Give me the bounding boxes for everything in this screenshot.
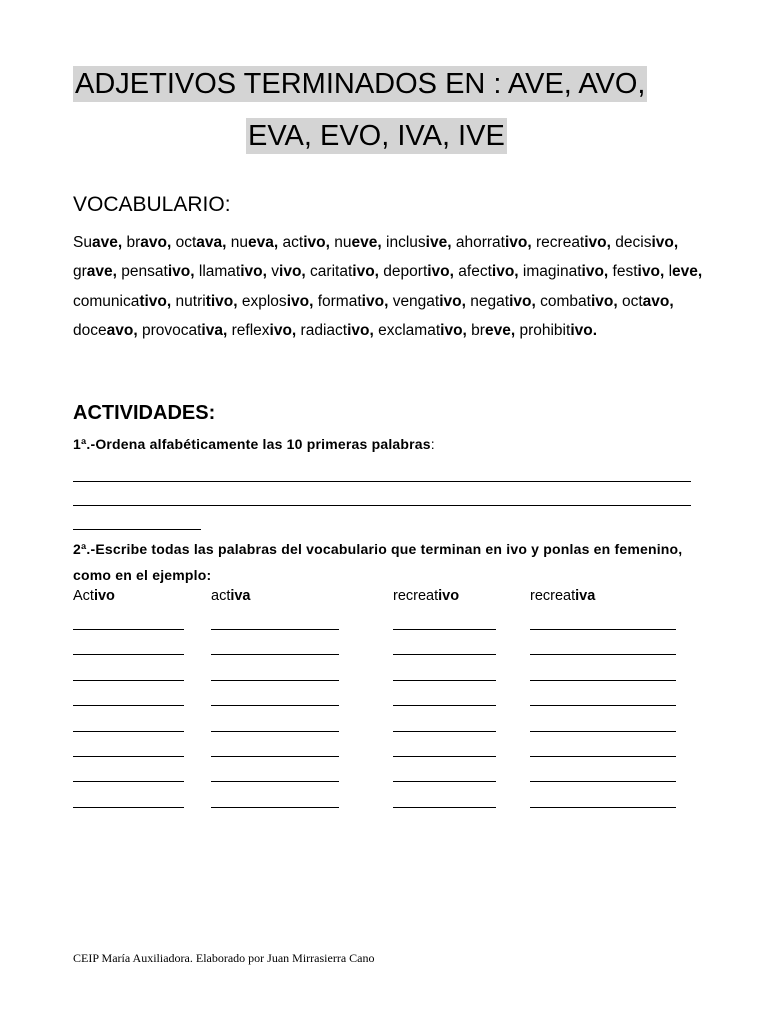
word-stem: ahorrat (455, 234, 505, 251)
answer-line[interactable] (73, 505, 691, 506)
vocabulary-heading: VOCABULARIO: (73, 193, 231, 216)
vocabulary-word (456, 234, 528, 251)
word-separator: , (462, 321, 472, 339)
word-ending: ivo (167, 263, 191, 281)
word-stem: explos (241, 292, 287, 310)
word-ending: ivo (584, 234, 607, 251)
vocabulary-word (615, 234, 674, 251)
vocabulary-word (669, 263, 698, 280)
word-stem: radiact (300, 321, 348, 339)
answer-blank[interactable] (530, 807, 676, 808)
word-stem: pensat (121, 263, 168, 281)
answer-blank[interactable] (73, 807, 184, 808)
word-ending: ave (91, 234, 118, 251)
word-ending: avo (642, 292, 670, 310)
vocabulary-word (73, 322, 133, 339)
example-ending: iva (575, 588, 596, 604)
word-stem: br (126, 234, 141, 251)
vocabulary-word (73, 293, 167, 310)
word-separator: , (659, 263, 669, 281)
word-stem: nu (334, 234, 352, 251)
answer-blank[interactable] (530, 756, 676, 757)
word-ending: ivo (361, 292, 385, 310)
word-separator: , (669, 292, 674, 310)
word-ending: ivo (581, 263, 604, 281)
word-stem: doce (73, 321, 107, 339)
vocabulary-word (378, 322, 462, 339)
word-stem: afect (458, 263, 492, 281)
word-stem: comunica (73, 292, 140, 310)
word-separator: , (222, 321, 232, 339)
vocabulary-word (73, 234, 118, 251)
example-stem: recreat (530, 588, 576, 604)
answer-blank[interactable] (393, 781, 496, 782)
answer-blank[interactable] (211, 629, 339, 630)
word-ending: ivo (637, 263, 660, 281)
word-stem: br (471, 321, 485, 339)
example-ending: iva (230, 588, 251, 604)
answer-blank[interactable] (530, 705, 676, 706)
answer-blank[interactable] (211, 705, 339, 706)
answer-blank[interactable] (393, 680, 496, 681)
word-ending: ivo (352, 263, 375, 281)
word-separator: , (697, 263, 703, 281)
word-separator: , (133, 321, 142, 339)
answer-blank[interactable] (530, 731, 676, 732)
word-separator: , (510, 321, 520, 339)
word-separator: , (325, 234, 335, 251)
question-1-text: 1ª.-Ordena alfabéticamente las 10 primeras palabras (73, 436, 431, 452)
word-separator: , (514, 263, 523, 281)
word-stem: vengat (392, 292, 440, 310)
example-word-masculine-1 (73, 588, 115, 604)
vocabulary-word (386, 234, 447, 251)
word-separator: , (384, 292, 393, 310)
answer-blank[interactable] (73, 756, 184, 757)
word-ending: ivo (347, 321, 370, 339)
vocabulary-word (471, 322, 511, 339)
vocabulary-word (232, 322, 292, 339)
answer-blank[interactable] (530, 629, 676, 630)
word-stem: format (317, 292, 362, 310)
vocabulary-word (523, 263, 604, 280)
vocabulary-word (540, 293, 613, 310)
word-stem: recreat (536, 234, 585, 251)
example-stem: Act (73, 588, 94, 604)
word-ending: eve (484, 321, 511, 339)
answer-blank[interactable] (73, 731, 184, 732)
word-ending: eve (351, 234, 378, 251)
word-ending: ivo (504, 234, 528, 251)
word-ending: ivo (440, 321, 463, 339)
vocabulary-word (176, 293, 234, 310)
word-ending: ivo (651, 234, 674, 251)
answer-blank[interactable] (393, 654, 496, 655)
answer-blank[interactable] (393, 807, 496, 808)
vocabulary-word (242, 293, 309, 310)
answer-blank[interactable] (73, 654, 184, 655)
word-separator: , (377, 234, 387, 251)
answer-line[interactable] (73, 481, 691, 482)
word-separator: , (447, 234, 456, 251)
word-stem: decis (615, 234, 652, 251)
word-separator: , (262, 263, 272, 281)
word-ending: iva (201, 321, 223, 339)
question-1-colon: : (430, 436, 435, 452)
vocabulary-word (199, 263, 263, 280)
example-word-feminine-1 (211, 588, 251, 604)
word-ending: ive (425, 234, 448, 251)
word-separator: , (613, 292, 622, 310)
vocabulary-word (301, 322, 370, 339)
word-separator: , (374, 263, 384, 281)
word-ending: ivo (509, 292, 532, 310)
word-separator: . (592, 321, 598, 339)
answer-blank[interactable] (393, 705, 496, 706)
answer-blank[interactable] (73, 705, 184, 706)
word-separator: , (449, 263, 459, 281)
word-ending: ivo (427, 263, 450, 281)
example-stem: act (211, 588, 231, 604)
word-separator: , (117, 234, 127, 251)
title-line-2: EVA, EVO, IVA, IVE (248, 120, 505, 152)
vocabulary-word (519, 322, 592, 339)
word-ending: avo (140, 234, 167, 251)
word-ending: ivo (491, 263, 515, 281)
vocabulary-word (142, 322, 223, 339)
word-stem: gr (73, 263, 87, 281)
word-separator: , (112, 263, 122, 281)
word-separator: , (531, 292, 541, 310)
word-ending: ivo (240, 263, 263, 281)
answer-blank[interactable] (530, 680, 676, 681)
word-ending: tivo (139, 292, 167, 310)
word-separator: , (527, 234, 536, 251)
word-stem: combat (540, 292, 591, 310)
answer-blank[interactable] (211, 680, 339, 681)
word-stem: fest (612, 263, 638, 281)
activities-heading: ACTIVIDADES: (73, 402, 216, 424)
word-stem: nutri (175, 292, 206, 310)
vocabulary-word (613, 263, 660, 280)
word-ending: ivo (279, 263, 302, 281)
word-stem: v (271, 263, 280, 281)
vocabulary-word (176, 234, 223, 251)
word-stem: llamat (198, 263, 241, 281)
answer-blank[interactable] (211, 756, 339, 757)
word-separator: , (461, 292, 471, 310)
answer-blank[interactable] (73, 680, 184, 681)
vocabulary-word (536, 234, 607, 251)
answer-blank[interactable] (530, 781, 676, 782)
word-stem: exclamat (378, 321, 441, 339)
vocabulary-word (310, 263, 375, 280)
word-separator: , (222, 234, 231, 251)
word-ending: eva (248, 234, 274, 251)
vocabulary-word (283, 234, 326, 251)
answer-blank[interactable] (211, 807, 339, 808)
word-separator: , (166, 234, 176, 251)
word-stem: imaginat (522, 263, 582, 281)
word-stem: oct (621, 292, 643, 310)
example-ending: ivo (93, 588, 115, 604)
word-ending: eve (672, 263, 698, 281)
word-ending: ivo (303, 234, 326, 251)
word-stem: provocat (141, 321, 202, 339)
vocabulary-word-list (73, 228, 703, 345)
word-separator: , (369, 321, 379, 339)
word-stem: Su (73, 234, 92, 251)
question-1 (73, 436, 435, 452)
word-separator: , (273, 234, 283, 251)
question-2: 2ª.-Escribe todas las palabras del vocabulario que terminan en ivo y ponlas en femenino, como en el ejemplo: (73, 541, 683, 583)
word-separator: , (291, 321, 301, 339)
word-separator: , (166, 292, 176, 310)
title-line-1: ADJETIVOS TERMINADOS EN : AVE, AVO, (75, 68, 646, 100)
word-separator: , (603, 263, 613, 281)
vocabulary-word (271, 263, 301, 280)
word-stem: nu (230, 234, 249, 251)
word-separator: , (233, 292, 242, 310)
answer-blank[interactable] (393, 731, 496, 732)
vocabulary-word (383, 263, 449, 280)
word-stem: act (282, 234, 304, 251)
vocabulary-word (470, 293, 531, 310)
word-ending: ave (86, 263, 113, 281)
answer-blank[interactable] (393, 629, 496, 630)
word-ending: ivo (269, 321, 292, 339)
answer-line[interactable] (73, 529, 201, 530)
word-stem: deport (383, 263, 428, 281)
word-separator: , (190, 263, 199, 281)
vocabulary-word (231, 234, 274, 251)
word-stem: reflex (231, 321, 270, 339)
answer-blank[interactable] (73, 629, 184, 630)
answer-blank[interactable] (393, 756, 496, 757)
word-separator: , (309, 292, 318, 310)
word-stem: negat (470, 292, 510, 310)
word-ending: ivo (286, 292, 310, 310)
vocabulary-word (318, 293, 384, 310)
vocabulary-word (73, 263, 113, 280)
example-ending: ivo (438, 588, 460, 604)
word-ending: ivo (590, 292, 614, 310)
word-ending: avo (106, 321, 134, 339)
word-stem: l (668, 263, 673, 281)
example-word-feminine-2 (530, 588, 595, 604)
word-ending: ava (196, 234, 223, 251)
word-stem: inclus (386, 234, 426, 251)
word-separator: , (301, 263, 311, 281)
vocabulary-word (121, 263, 190, 280)
word-stem: caritat (310, 263, 353, 281)
example-word-masculine-2 (393, 588, 459, 604)
word-separator: , (606, 234, 616, 251)
word-ending: ivo (570, 321, 593, 339)
vocabulary-word (126, 234, 167, 251)
vocabulary-word (458, 263, 514, 280)
example-stem: recreat (393, 588, 439, 604)
word-stem: prohibit (519, 321, 571, 339)
word-ending: tivo (205, 292, 234, 310)
answer-blank[interactable] (211, 781, 339, 782)
vocabulary-word (393, 293, 462, 310)
answer-blank[interactable] (211, 654, 339, 655)
word-separator: , (673, 234, 679, 251)
answer-blank[interactable] (211, 731, 339, 732)
vocabulary-word (334, 234, 377, 251)
answer-blank[interactable] (73, 781, 184, 782)
vocabulary-word (622, 293, 669, 310)
word-ending: ivo (439, 292, 462, 310)
word-stem: oct (175, 234, 197, 251)
footer-credit: CEIP María Auxiliadora. Elaborado por Juan Mirrasierra Cano (73, 951, 375, 965)
answer-blank[interactable] (530, 654, 676, 655)
